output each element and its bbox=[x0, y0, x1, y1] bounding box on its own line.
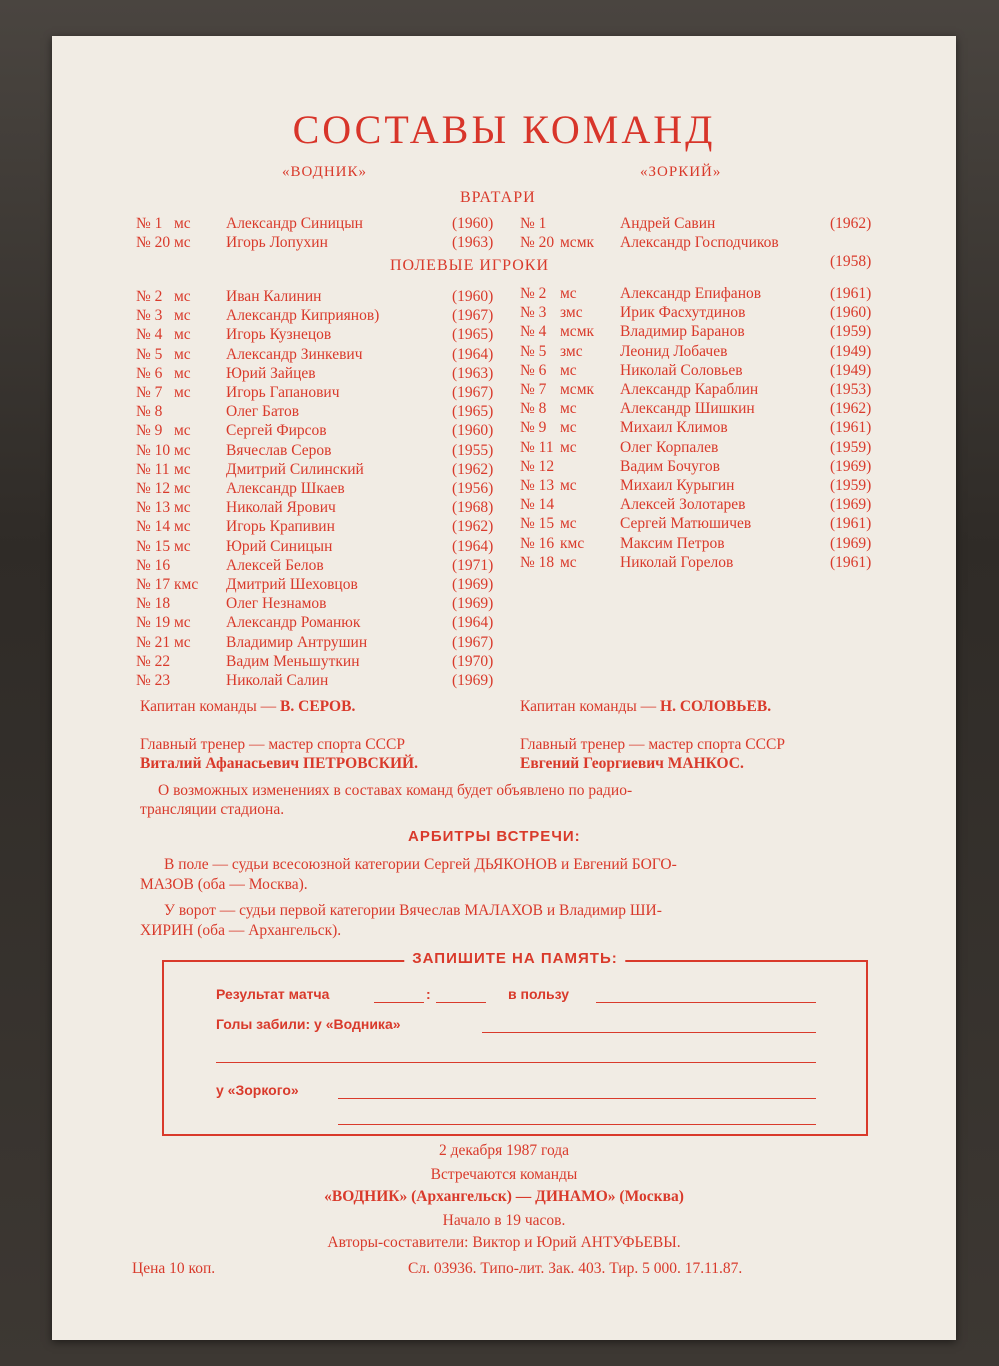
player-birth-year: (1969) bbox=[830, 534, 872, 552]
player-rank: мс bbox=[174, 537, 191, 555]
referees-line-2a: У ворот — судьи первой категории Вячеслав МАЛАХОВ и Владимир ШИ- bbox=[164, 902, 662, 919]
player-rank: мсмк bbox=[560, 381, 595, 398]
player-rank: мс bbox=[174, 234, 191, 251]
player-birth-year: (1964) bbox=[452, 537, 494, 555]
player-row bbox=[520, 515, 895, 534]
player-name: Андрей Савин bbox=[620, 215, 716, 232]
player-name: Александр Синицын bbox=[226, 215, 363, 232]
result-label: Результат матча bbox=[216, 986, 330, 1002]
match-intro: Встречаются команды bbox=[430, 1166, 578, 1183]
player-birth-year: (1964) bbox=[452, 614, 494, 632]
player-rank: мс bbox=[174, 499, 191, 517]
price-label: Цена 10 коп. bbox=[132, 1260, 216, 1277]
player-name: Александр Киприянов) bbox=[226, 307, 380, 325]
favor-blank[interactable] bbox=[596, 1002, 816, 1003]
player-row bbox=[520, 554, 895, 573]
goals-zorky-blank-1[interactable] bbox=[338, 1098, 816, 1099]
changes-note-line-2: трансляции стадиона. bbox=[140, 801, 285, 818]
player-birth-year: (1967) bbox=[452, 384, 494, 401]
player-row bbox=[520, 439, 895, 458]
captain-name: В. СЕРОВ. bbox=[280, 698, 356, 715]
player-number: № 2 bbox=[520, 285, 547, 302]
player-row bbox=[136, 461, 511, 480]
player-number: № 8 bbox=[520, 400, 547, 418]
player-birth-year: (1967) bbox=[452, 633, 494, 651]
referees-line-2b: ХИРИН (оба — Архангельск). bbox=[140, 922, 342, 939]
player-birth-year: (1958) bbox=[830, 253, 872, 270]
player-rank: змс bbox=[560, 304, 583, 322]
player-birth-year: (1962) bbox=[830, 215, 872, 232]
player-birth-year: (1965) bbox=[452, 326, 494, 344]
player-name: Николай Соловьев bbox=[620, 361, 743, 379]
player-birth-year: (1967) bbox=[452, 307, 494, 325]
section-fielders: ПОЛЕВЫЕ ИГРОКИ bbox=[390, 257, 550, 274]
player-rank: мс bbox=[560, 477, 577, 494]
player-row bbox=[520, 535, 895, 554]
player-number: № 14 bbox=[136, 518, 171, 536]
player-rank: мс bbox=[560, 285, 577, 302]
section-goalkeepers: ВРАТАРИ bbox=[460, 189, 536, 206]
player-row bbox=[136, 422, 511, 441]
player-row bbox=[136, 215, 511, 234]
player-rank: мс bbox=[560, 553, 577, 571]
player-name: Алексей Золотарев bbox=[620, 496, 746, 514]
player-birth-year: (1959) bbox=[830, 477, 872, 494]
goals-label: Голы забили: у «Водника» bbox=[216, 1016, 401, 1032]
player-row bbox=[520, 234, 895, 270]
player-number: № 6 bbox=[520, 361, 547, 379]
player-name: Сергей Матюшичев bbox=[620, 515, 752, 533]
player-rank: мс bbox=[174, 384, 191, 401]
player-name: Александр Зинкевич bbox=[226, 345, 363, 363]
player-birth-year: (1961) bbox=[830, 553, 872, 571]
player-row bbox=[136, 365, 511, 384]
player-row bbox=[136, 499, 511, 518]
player-birth-year: (1969) bbox=[830, 496, 872, 514]
player-number: № 17 bbox=[136, 576, 171, 593]
player-name: Дмитрий Силинский bbox=[226, 460, 364, 478]
player-number: № 12 bbox=[520, 457, 555, 475]
player-row bbox=[136, 653, 511, 672]
player-row bbox=[136, 403, 511, 422]
player-birth-year: (1964) bbox=[452, 345, 494, 363]
player-number: № 9 bbox=[520, 419, 547, 437]
player-birth-year: (1961) bbox=[830, 419, 872, 437]
right-coach-name: Евгений Георгиевич МАНКОС. bbox=[520, 755, 744, 772]
score-left-blank[interactable] bbox=[374, 1002, 424, 1003]
player-number: № 21 bbox=[136, 633, 171, 651]
player-birth-year: (1962) bbox=[830, 400, 872, 418]
player-row bbox=[520, 419, 895, 438]
right-captain bbox=[520, 698, 771, 716]
player-birth-year: (1956) bbox=[452, 480, 494, 497]
player-row bbox=[136, 634, 511, 653]
player-name: Олег Незнамов bbox=[226, 595, 327, 613]
player-birth-year: (1965) bbox=[452, 403, 494, 421]
player-row bbox=[520, 458, 895, 477]
player-number: № 8 bbox=[136, 403, 163, 421]
player-row bbox=[136, 576, 511, 595]
player-rank: мс bbox=[560, 400, 577, 418]
player-number: № 3 bbox=[520, 304, 547, 322]
player-number: № 5 bbox=[136, 345, 163, 363]
player-number: № 11 bbox=[136, 460, 170, 478]
player-row bbox=[520, 323, 895, 342]
player-number: № 18 bbox=[136, 595, 171, 613]
player-name: Владимир Баранов bbox=[620, 323, 745, 341]
player-row bbox=[520, 477, 895, 496]
player-row bbox=[520, 304, 895, 323]
player-rank: кмс bbox=[174, 576, 199, 593]
player-name: Сергей Фирсов bbox=[226, 422, 327, 440]
player-name: Алексей Белов bbox=[226, 556, 324, 574]
player-birth-year: (1949) bbox=[830, 361, 872, 379]
player-row bbox=[136, 346, 511, 365]
player-row bbox=[520, 381, 895, 400]
player-name: Михаил Курыгин bbox=[620, 477, 735, 494]
player-birth-year: (1960) bbox=[452, 215, 494, 232]
player-name: Игорь Гапанович bbox=[226, 384, 340, 401]
player-name: Вячеслав Серов bbox=[226, 441, 332, 459]
player-name: Максим Петров bbox=[620, 534, 725, 552]
referees-line-1b: МАЗОВ (оба — Москва). bbox=[140, 876, 308, 893]
player-rank: мс bbox=[174, 215, 191, 232]
match-start: Начало в 19 часов. bbox=[442, 1212, 566, 1229]
player-number: № 16 bbox=[520, 534, 555, 552]
player-number: № 13 bbox=[136, 499, 171, 517]
player-birth-year: (1962) bbox=[452, 518, 494, 536]
player-number: № 22 bbox=[136, 652, 171, 670]
program-sheet bbox=[52, 36, 956, 1340]
player-number: № 4 bbox=[520, 323, 547, 341]
left-captain bbox=[140, 698, 355, 716]
changes-note-line-1: О возможных изменениях в составах команд будет объявлено по радио- bbox=[158, 782, 633, 799]
player-row bbox=[136, 307, 511, 326]
player-rank: мс bbox=[174, 633, 191, 651]
player-number: № 20 bbox=[136, 234, 171, 251]
player-birth-year: (1960) bbox=[830, 304, 872, 322]
page-title: СОСТАВЫ КОМАНД bbox=[292, 107, 716, 152]
player-rank: мс bbox=[174, 345, 191, 363]
player-number: № 15 bbox=[520, 515, 555, 533]
goals-vodnik-blank-2[interactable] bbox=[216, 1062, 816, 1063]
player-birth-year: (1969) bbox=[452, 576, 494, 593]
player-row bbox=[136, 384, 511, 403]
player-row bbox=[520, 343, 895, 362]
player-birth-year: (1969) bbox=[452, 672, 494, 689]
print-info: Сл. 03936. Типо-лит. Зак. 403. Тир. 5 000. 17.11.87. bbox=[408, 1260, 743, 1277]
player-number: № 5 bbox=[520, 342, 547, 360]
player-number: № 1 bbox=[136, 215, 163, 232]
player-birth-year: (1955) bbox=[452, 441, 494, 459]
player-number: № 12 bbox=[136, 480, 171, 497]
player-number: № 7 bbox=[136, 384, 163, 401]
player-row bbox=[520, 496, 895, 515]
player-name: Александр Шкаев bbox=[226, 480, 345, 497]
player-rank: мсмк bbox=[560, 234, 595, 251]
player-name: Ирик Фасхутдинов bbox=[620, 304, 746, 322]
player-number: № 4 bbox=[136, 326, 163, 344]
player-number: № 11 bbox=[520, 438, 554, 456]
player-number: № 19 bbox=[136, 614, 171, 632]
player-number: № 7 bbox=[520, 381, 547, 398]
player-row bbox=[520, 285, 895, 304]
player-rank: кмс bbox=[560, 534, 585, 552]
memo-title: ЗАПИШИТЕ НА ПАМЯТЬ: bbox=[404, 950, 625, 967]
left-coach-name: Виталий Афанасьевич ПЕТРОВСКИЙ. bbox=[140, 755, 418, 772]
player-rank: мс bbox=[174, 326, 191, 344]
player-name: Игорь Кузнецов bbox=[226, 326, 332, 344]
right-coach-title: Главный тренер — мастер спорта СССР bbox=[520, 736, 785, 753]
team-left-heading: «ВОДНИК» bbox=[282, 164, 367, 180]
player-birth-year: (1963) bbox=[452, 364, 494, 382]
player-row bbox=[136, 538, 511, 557]
player-row bbox=[136, 480, 511, 499]
player-number: № 23 bbox=[136, 672, 171, 689]
player-row bbox=[520, 400, 895, 419]
player-name: Николай Горелов bbox=[620, 553, 734, 571]
player-rank: мс bbox=[174, 364, 191, 382]
player-row bbox=[136, 672, 511, 691]
player-row bbox=[136, 326, 511, 345]
player-birth-year: (1961) bbox=[830, 285, 872, 302]
player-number: № 15 bbox=[136, 537, 171, 555]
player-birth-year: (1960) bbox=[452, 288, 494, 305]
score-colon: : bbox=[426, 986, 431, 1002]
player-number: № 2 bbox=[136, 288, 163, 305]
player-birth-year: (1969) bbox=[830, 457, 872, 475]
player-number: № 1 bbox=[520, 215, 547, 232]
captain-label: Капитан команды — bbox=[140, 698, 277, 715]
player-name: Игорь Крапивин bbox=[226, 518, 335, 536]
player-row bbox=[136, 518, 511, 537]
player-rank: мс bbox=[174, 480, 191, 497]
player-name: Александр Романюк bbox=[226, 614, 361, 632]
player-birth-year: (1968) bbox=[452, 499, 494, 517]
player-number: № 18 bbox=[520, 553, 555, 571]
player-name: Вадим Меньшуткин bbox=[226, 652, 360, 670]
player-rank: мс bbox=[174, 307, 191, 325]
player-birth-year: (1961) bbox=[830, 515, 872, 533]
player-number: № 6 bbox=[136, 364, 163, 382]
player-name: Дмитрий Шеховцов bbox=[226, 576, 358, 593]
player-rank: мс bbox=[174, 460, 191, 478]
player-number: № 10 bbox=[136, 441, 171, 459]
player-name: Вадим Бочугов bbox=[620, 457, 720, 475]
player-birth-year: (1971) bbox=[452, 556, 494, 574]
team-right-heading: «ЗОРКИЙ» bbox=[640, 164, 722, 180]
player-name: Леонид Лобачев bbox=[620, 342, 728, 360]
player-row bbox=[136, 234, 511, 253]
player-number: № 9 bbox=[136, 422, 163, 440]
player-rank: мс bbox=[560, 438, 577, 456]
player-number: № 3 bbox=[136, 307, 163, 325]
player-name: Игорь Лопухин bbox=[226, 234, 328, 251]
player-birth-year: (1970) bbox=[452, 652, 494, 670]
captain-label: Капитан команды — bbox=[520, 698, 657, 715]
player-number: № 13 bbox=[520, 477, 555, 494]
goals-vodnik-blank-1[interactable] bbox=[482, 1032, 816, 1033]
player-row bbox=[136, 595, 511, 614]
match-teams: «ВОДНИК» (Архангельск) — ДИНАМО» (Москва) bbox=[324, 1188, 684, 1205]
player-row bbox=[136, 557, 511, 576]
player-rank: мс bbox=[174, 422, 191, 440]
score-right-blank[interactable] bbox=[436, 1002, 486, 1003]
player-birth-year: (1959) bbox=[830, 438, 872, 456]
player-name: Юрий Зайцев bbox=[226, 364, 316, 382]
player-birth-year: (1949) bbox=[830, 342, 872, 360]
player-rank: мс bbox=[560, 515, 577, 533]
player-name: Олег Батов bbox=[226, 403, 300, 421]
player-rank: мс bbox=[174, 614, 191, 632]
player-name: Александр Караблин bbox=[620, 381, 759, 398]
player-rank: змс bbox=[560, 342, 583, 360]
player-name: Владимир Антрушин bbox=[226, 633, 368, 651]
memo-box bbox=[162, 950, 868, 1136]
player-name: Александр Шишкин bbox=[620, 400, 755, 418]
player-name: Николай Салин bbox=[226, 672, 329, 689]
player-rank: мс bbox=[174, 518, 191, 536]
player-number: № 14 bbox=[520, 496, 555, 514]
player-rank: мс bbox=[560, 361, 577, 379]
player-name: Александр Господчиков bbox=[620, 234, 779, 251]
player-rank: мс bbox=[174, 441, 191, 459]
player-number: № 16 bbox=[136, 556, 171, 574]
player-birth-year: (1960) bbox=[452, 422, 494, 440]
authors-line: Авторы-составители: Виктор и Юрий АНТУФЬЕВЫ. bbox=[327, 1234, 681, 1251]
left-coach-title: Главный тренер — мастер спорта СССР bbox=[140, 736, 405, 753]
match-date: 2 декабря 1987 года bbox=[438, 1142, 570, 1159]
player-name: Николай Ярович bbox=[226, 499, 336, 517]
player-birth-year: (1962) bbox=[452, 460, 494, 478]
player-row bbox=[136, 288, 511, 307]
player-birth-year: (1959) bbox=[830, 323, 872, 341]
player-name: Олег Корпалев bbox=[620, 438, 719, 456]
player-birth-year: (1969) bbox=[452, 595, 494, 613]
player-rank: мсмк bbox=[560, 323, 595, 341]
zorky-label: у «Зоркого» bbox=[216, 1082, 299, 1098]
player-birth-year: (1953) bbox=[830, 381, 872, 398]
player-row bbox=[136, 614, 511, 633]
goals-zorky-blank-2[interactable] bbox=[338, 1124, 816, 1125]
player-rank: мс bbox=[174, 288, 191, 305]
referees-line-1a: В поле — судьи всесоюзной категории Сергей ДЬЯКОНОВ и Евгений БОГО- bbox=[164, 856, 677, 873]
captain-name: Н. СОЛОВЬЕВ. bbox=[660, 698, 772, 715]
player-name: Михаил Климов bbox=[620, 419, 728, 437]
player-row bbox=[520, 215, 895, 234]
player-name: Иван Калинин bbox=[226, 288, 322, 305]
player-birth-year: (1963) bbox=[452, 234, 494, 251]
player-rank: мс bbox=[560, 419, 577, 437]
favor-label: в пользу bbox=[508, 986, 570, 1002]
referees-heading: АРБИТРЫ ВСТРЕЧИ: bbox=[408, 828, 581, 845]
player-name: Александр Епифанов bbox=[620, 285, 762, 302]
player-number: № 20 bbox=[520, 234, 555, 251]
player-row bbox=[520, 362, 895, 381]
player-name: Юрий Синицын bbox=[226, 537, 333, 555]
player-row bbox=[136, 442, 511, 461]
